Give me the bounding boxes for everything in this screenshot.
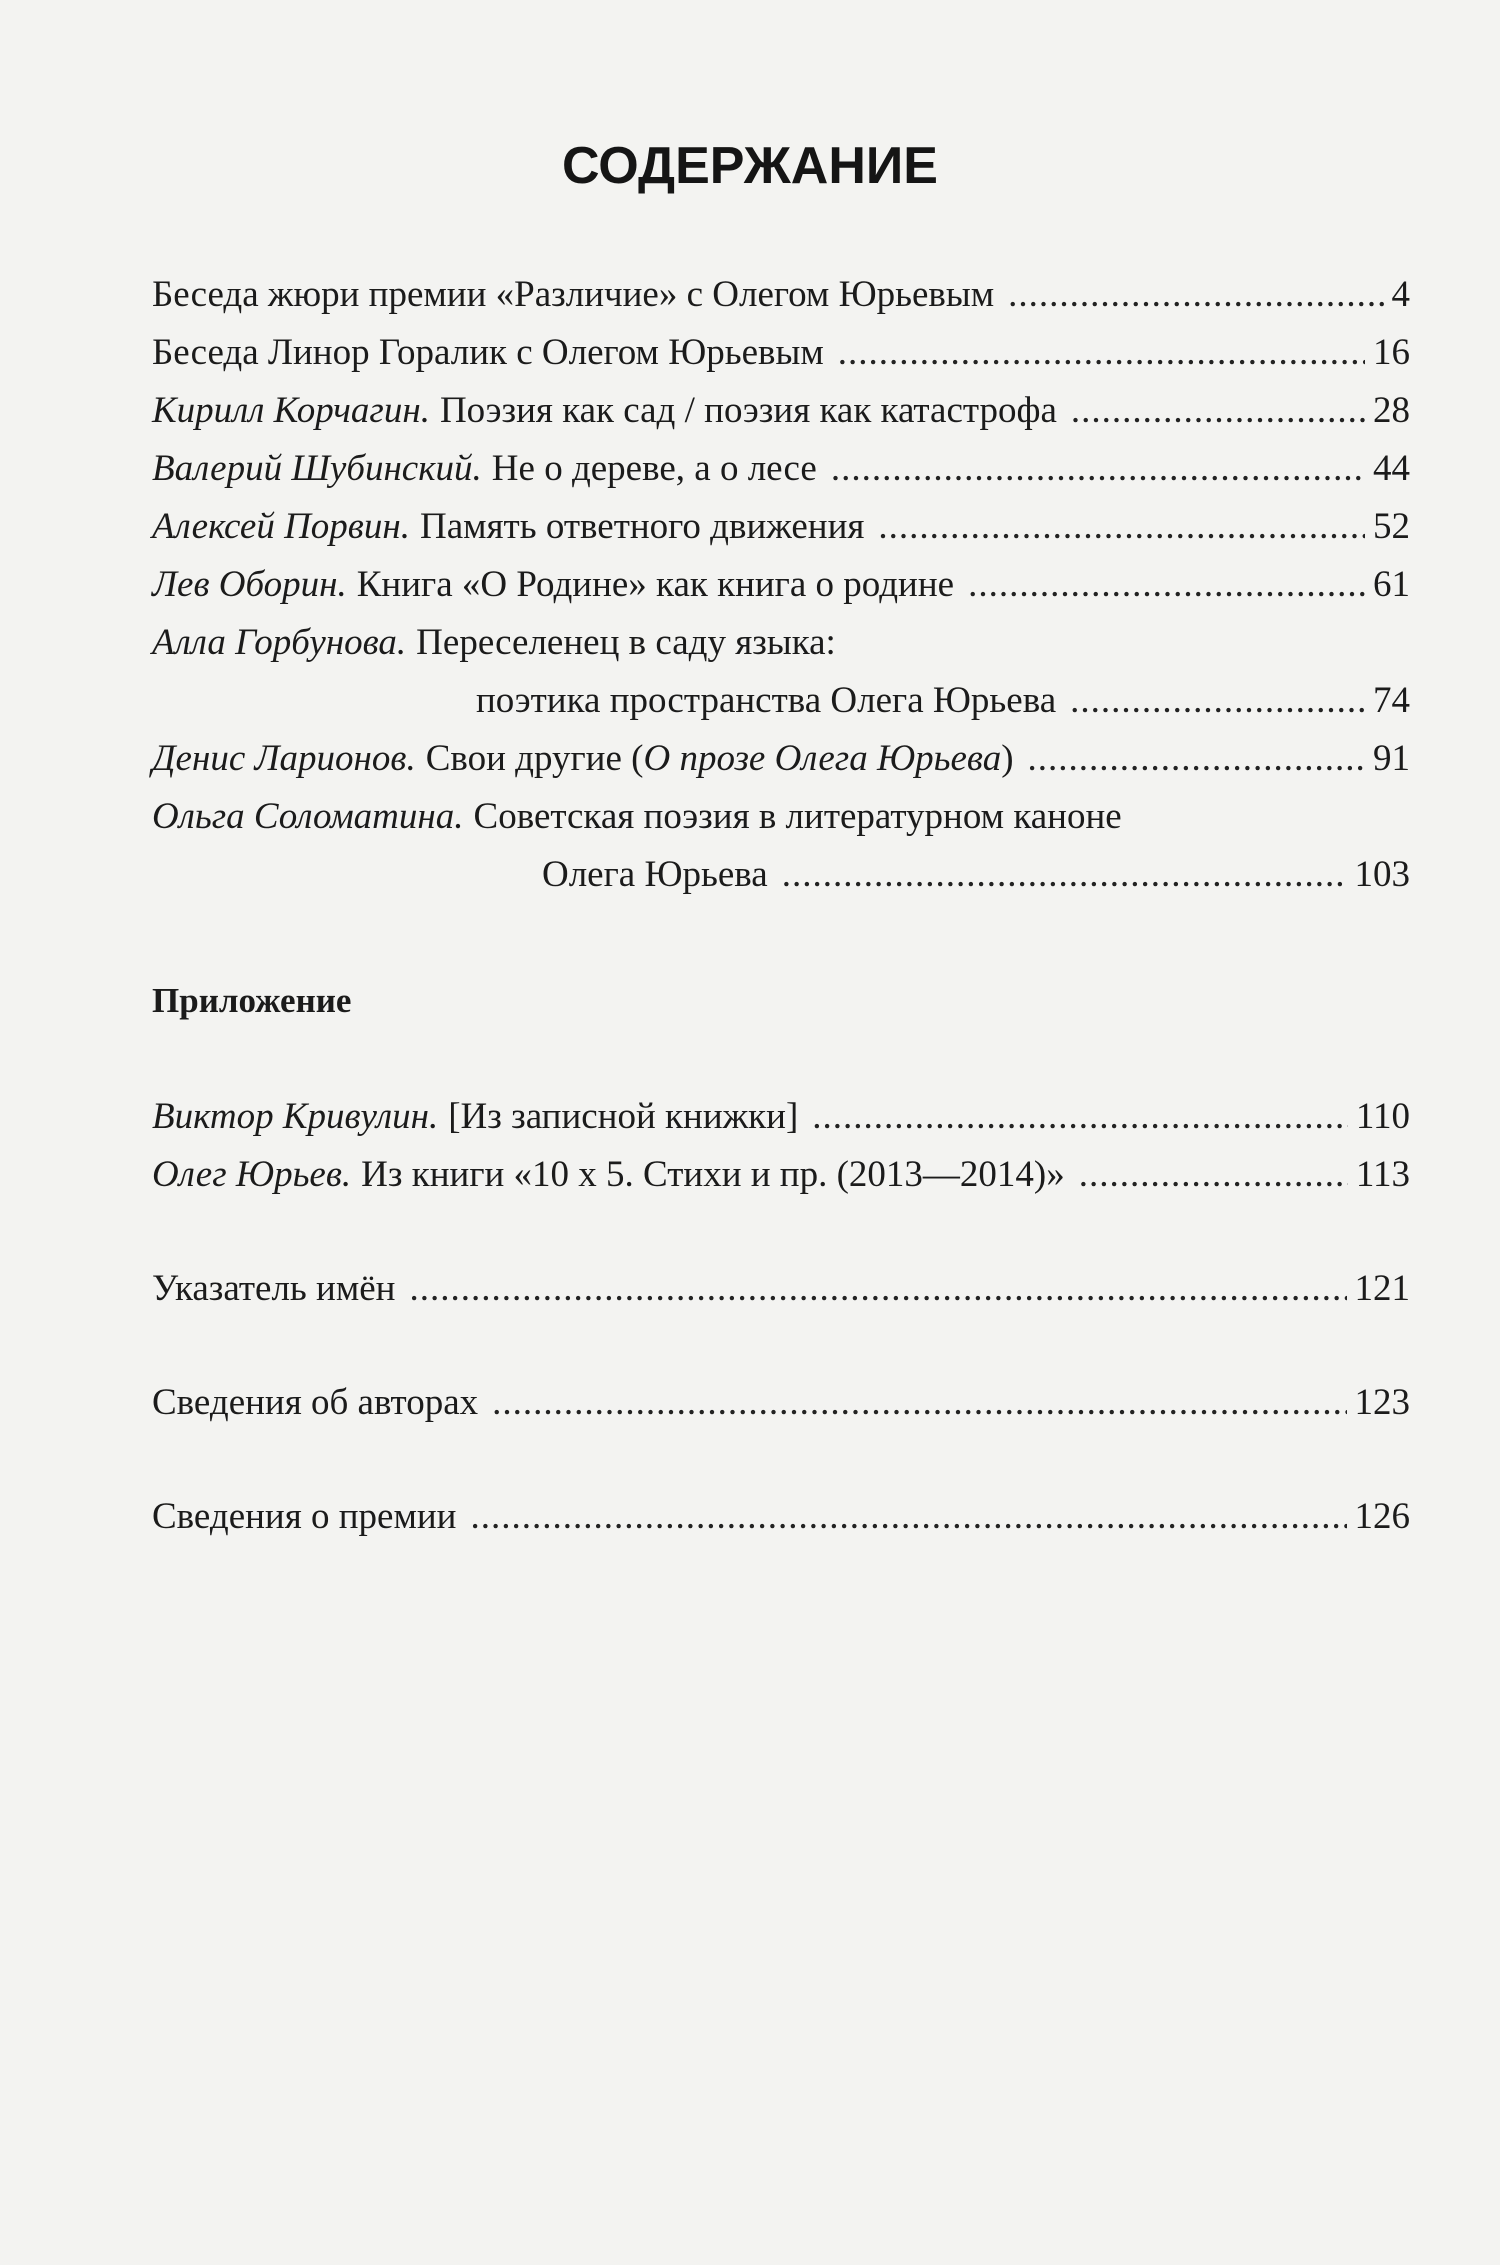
leader-dots [782, 846, 1347, 904]
entry-page: 61 [1373, 564, 1410, 605]
toc-entry-continuation [152, 846, 1410, 904]
entry-title: Сведения об авторах [152, 1382, 479, 1423]
entry-author: Ольга Соломатина. [152, 796, 464, 837]
entry-author: Валерий Шубинский. [152, 448, 482, 489]
leader-dots [470, 1488, 1346, 1546]
leader-dots [1071, 382, 1365, 440]
entry-page: 4 [1391, 274, 1410, 315]
entry-page: 44 [1373, 448, 1410, 489]
toc-entry [152, 730, 1410, 788]
entry-author: Олег Юрьев. [152, 1154, 352, 1195]
toc-entry [152, 1374, 1410, 1432]
toc-heading: СОДЕРЖАНИЕ [562, 137, 938, 195]
leader-dots [1079, 1146, 1348, 1204]
entry-title: Поэзия как сад / поэзия как катастрофа [439, 390, 1057, 431]
entry-title: Свои другие (О прозе Олега Юрьева) [425, 738, 1014, 779]
leader-dots [1070, 672, 1365, 730]
entry-page: 28 [1373, 390, 1410, 431]
entry-page: 121 [1354, 1268, 1410, 1309]
toc-entry [152, 614, 1410, 672]
entry-title: [Из записной книжки] [448, 1096, 799, 1137]
entry-author: Кирилл Корчагин. [152, 390, 430, 431]
toc-entry [152, 324, 1410, 382]
entry-page: 74 [1373, 680, 1410, 721]
entry-author: Денис Ларионов. [152, 738, 416, 779]
entry-title: Олега Юрьева [542, 854, 768, 895]
entry-title: Из книги «10 х 5. Стихи и пр. (2013—2014)» [361, 1154, 1065, 1195]
toc-entry [152, 788, 1410, 846]
entry-page: 91 [1373, 738, 1410, 779]
leader-dots [1008, 266, 1383, 324]
toc-entry [152, 556, 1410, 614]
entry-title: Беседа жюри премии «Различие» с Олегом Юрьевым [152, 274, 995, 315]
appendix-heading: Приложение [152, 981, 352, 1020]
toc-entry [152, 1488, 1410, 1546]
entry-page: 103 [1354, 854, 1410, 895]
entry-title: Беседа Линор Горалик с Олегом Юрьевым [152, 332, 824, 373]
leader-dots [812, 1088, 1348, 1146]
leader-dots [1028, 730, 1365, 788]
entry-page: 126 [1354, 1496, 1410, 1537]
toc-entry [152, 1088, 1410, 1146]
entry-author: Алла Горбунова. [152, 622, 407, 663]
entry-author: Алексей Порвин. [152, 506, 410, 547]
entry-page: 16 [1373, 332, 1410, 373]
entry-title: Советская поэзия в литературном каноне [473, 796, 1122, 837]
toc-entry [152, 266, 1410, 324]
leader-dots [838, 324, 1365, 382]
toc-entry [152, 1146, 1410, 1204]
entry-page: 123 [1354, 1382, 1410, 1423]
toc-entry [152, 498, 1410, 556]
entry-author: Виктор Кривулин. [152, 1096, 439, 1137]
leader-dots [878, 498, 1365, 556]
entry-title: Указатель имён [152, 1268, 396, 1309]
entry-title: поэтика пространства Олега Юрьева [476, 680, 1057, 721]
leader-dots [831, 440, 1365, 498]
entry-title: Переселенец в саду языка: [416, 622, 836, 663]
toc-entry [152, 440, 1410, 498]
leader-dots [968, 556, 1365, 614]
entry-page: 52 [1373, 506, 1410, 547]
entry-title: Книга «О Родине» как книга о родине [356, 564, 955, 605]
toc-entry-continuation [152, 672, 1410, 730]
toc-entry [152, 1260, 1410, 1318]
toc-entry [152, 382, 1410, 440]
entry-title: Память ответного движения [419, 506, 865, 547]
entry-title: Сведения о премии [152, 1496, 457, 1537]
entry-author: Лев Оборин. [152, 564, 347, 605]
entry-title: Не о дереве, а о лесе [491, 448, 817, 489]
entry-page: 113 [1355, 1154, 1410, 1195]
entry-page: 110 [1355, 1096, 1410, 1137]
leader-dots [492, 1374, 1346, 1432]
leader-dots [409, 1260, 1346, 1318]
